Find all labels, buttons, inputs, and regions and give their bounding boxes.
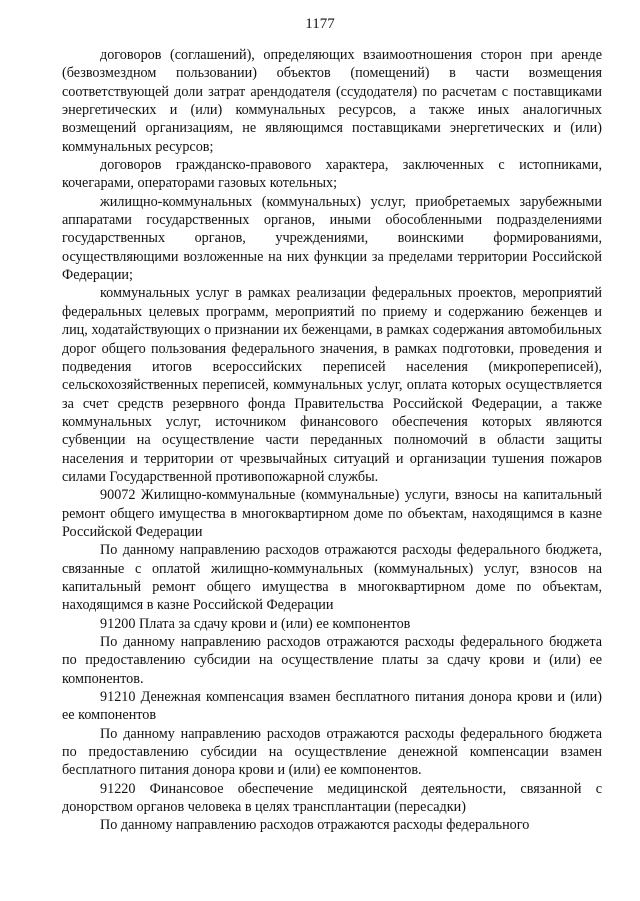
paragraph-lease-agreements: договоров (соглашений), определяющих взаимоотношения сторон при аренде (безвозмездном пользовании) объектов (помещений) в части возмещения соответствующей доли затрат арендодателя (ссудодателя) по расчетам с поставщиками энергетических и (или) коммунальных ресурсов, а также иных аналогичных возмещений организациям, не являющимся поставщиками энергетических и (или) коммунальных ресурсов; <box>62 47 602 155</box>
paragraph-91210-description: По данному направлению расходов отражаются расходы федерального бюджета по предоставлению субсидии на осуществление денежной компенсации взамен бесплатного питания донора крови и (или) ее компонентов. <box>62 725 602 779</box>
paragraph-foreign-services: жилищно-коммунальных (коммунальных) услуг, приобретаемых зарубежными аппаратами государственных органов, иными обособленными подразделениями государственных органов, учреждениями, воинскими формированиями, осуществляющими возложенные на них функции за пределами территории Российской Федерации; <box>62 193 602 284</box>
paragraph-civil-contracts: договоров гражданско-правового характера, заключенных с истопниками, кочегарами, операторами газовых котельных; <box>62 157 602 192</box>
document-body <box>62 46 602 835</box>
page-number: 1177 <box>305 16 335 32</box>
section-heading-91210: 91210 Денежная компенсация взамен бесплатного питания донора крови и (или) ее компонентов <box>62 689 602 724</box>
paragraph-91220-description: По данному направлению расходов отражаются расходы федерального <box>100 817 530 834</box>
paragraph-90072-description: По данному направлению расходов отражаются расходы федерального бюджета, связанные с оплатой жилищно-коммунальных (коммунальных) услуг, взносов на капитальный ремонт общего имущества в многоквартирном доме по объектам, находящимся в казне Российской Федерации <box>62 542 602 614</box>
paragraph-91200-description: По данному направлению расходов отражаются расходы федерального бюджета по предоставлению субсидии на осуществление платы за сдачу крови и (или) ее компонентов. <box>62 634 602 687</box>
paragraph-communal-services: коммунальных услуг в рамках реализации федеральных проектов, мероприятий федеральных целевых программ, мероприятий по приему и содержанию беженцев и лиц, ходатайствующих о признании их беженцами, в рамках содержания автомобильных дорог общего пользования федерального значения, в рамках подготовки, проведения и подведения итогов всероссийских переписей населения (микропереписей), сельскохозяйственных переписей, коммунальных услуг, оплата которых осуществляется за счет средств резервного фонда Правительства Российской Федерации, а также коммунальных услуг, источником финансового обеспечения которых являются субвенции на осуществление части переданных полномочий в области защиты населения и территории от чрезвычайных ситуаций и организации тушения пожаров силами Государственной противопожарной службы. <box>62 285 602 485</box>
section-heading-90072: 90072 Жилищно-коммунальные (коммунальные) услуги, взносы на капитальный ремонт общего имущества в многоквартирном доме по объектам, находящимся в казне Российской Федерации <box>62 487 602 540</box>
section-heading-91200: 91200 Плата за сдачу крови и (или) ее компонентов <box>100 615 411 632</box>
section-heading-91220: 91220 Финансовое обеспечение медицинской деятельности, связанной с донорством органов человека в целях трансплантации (пересадки) <box>62 780 602 816</box>
